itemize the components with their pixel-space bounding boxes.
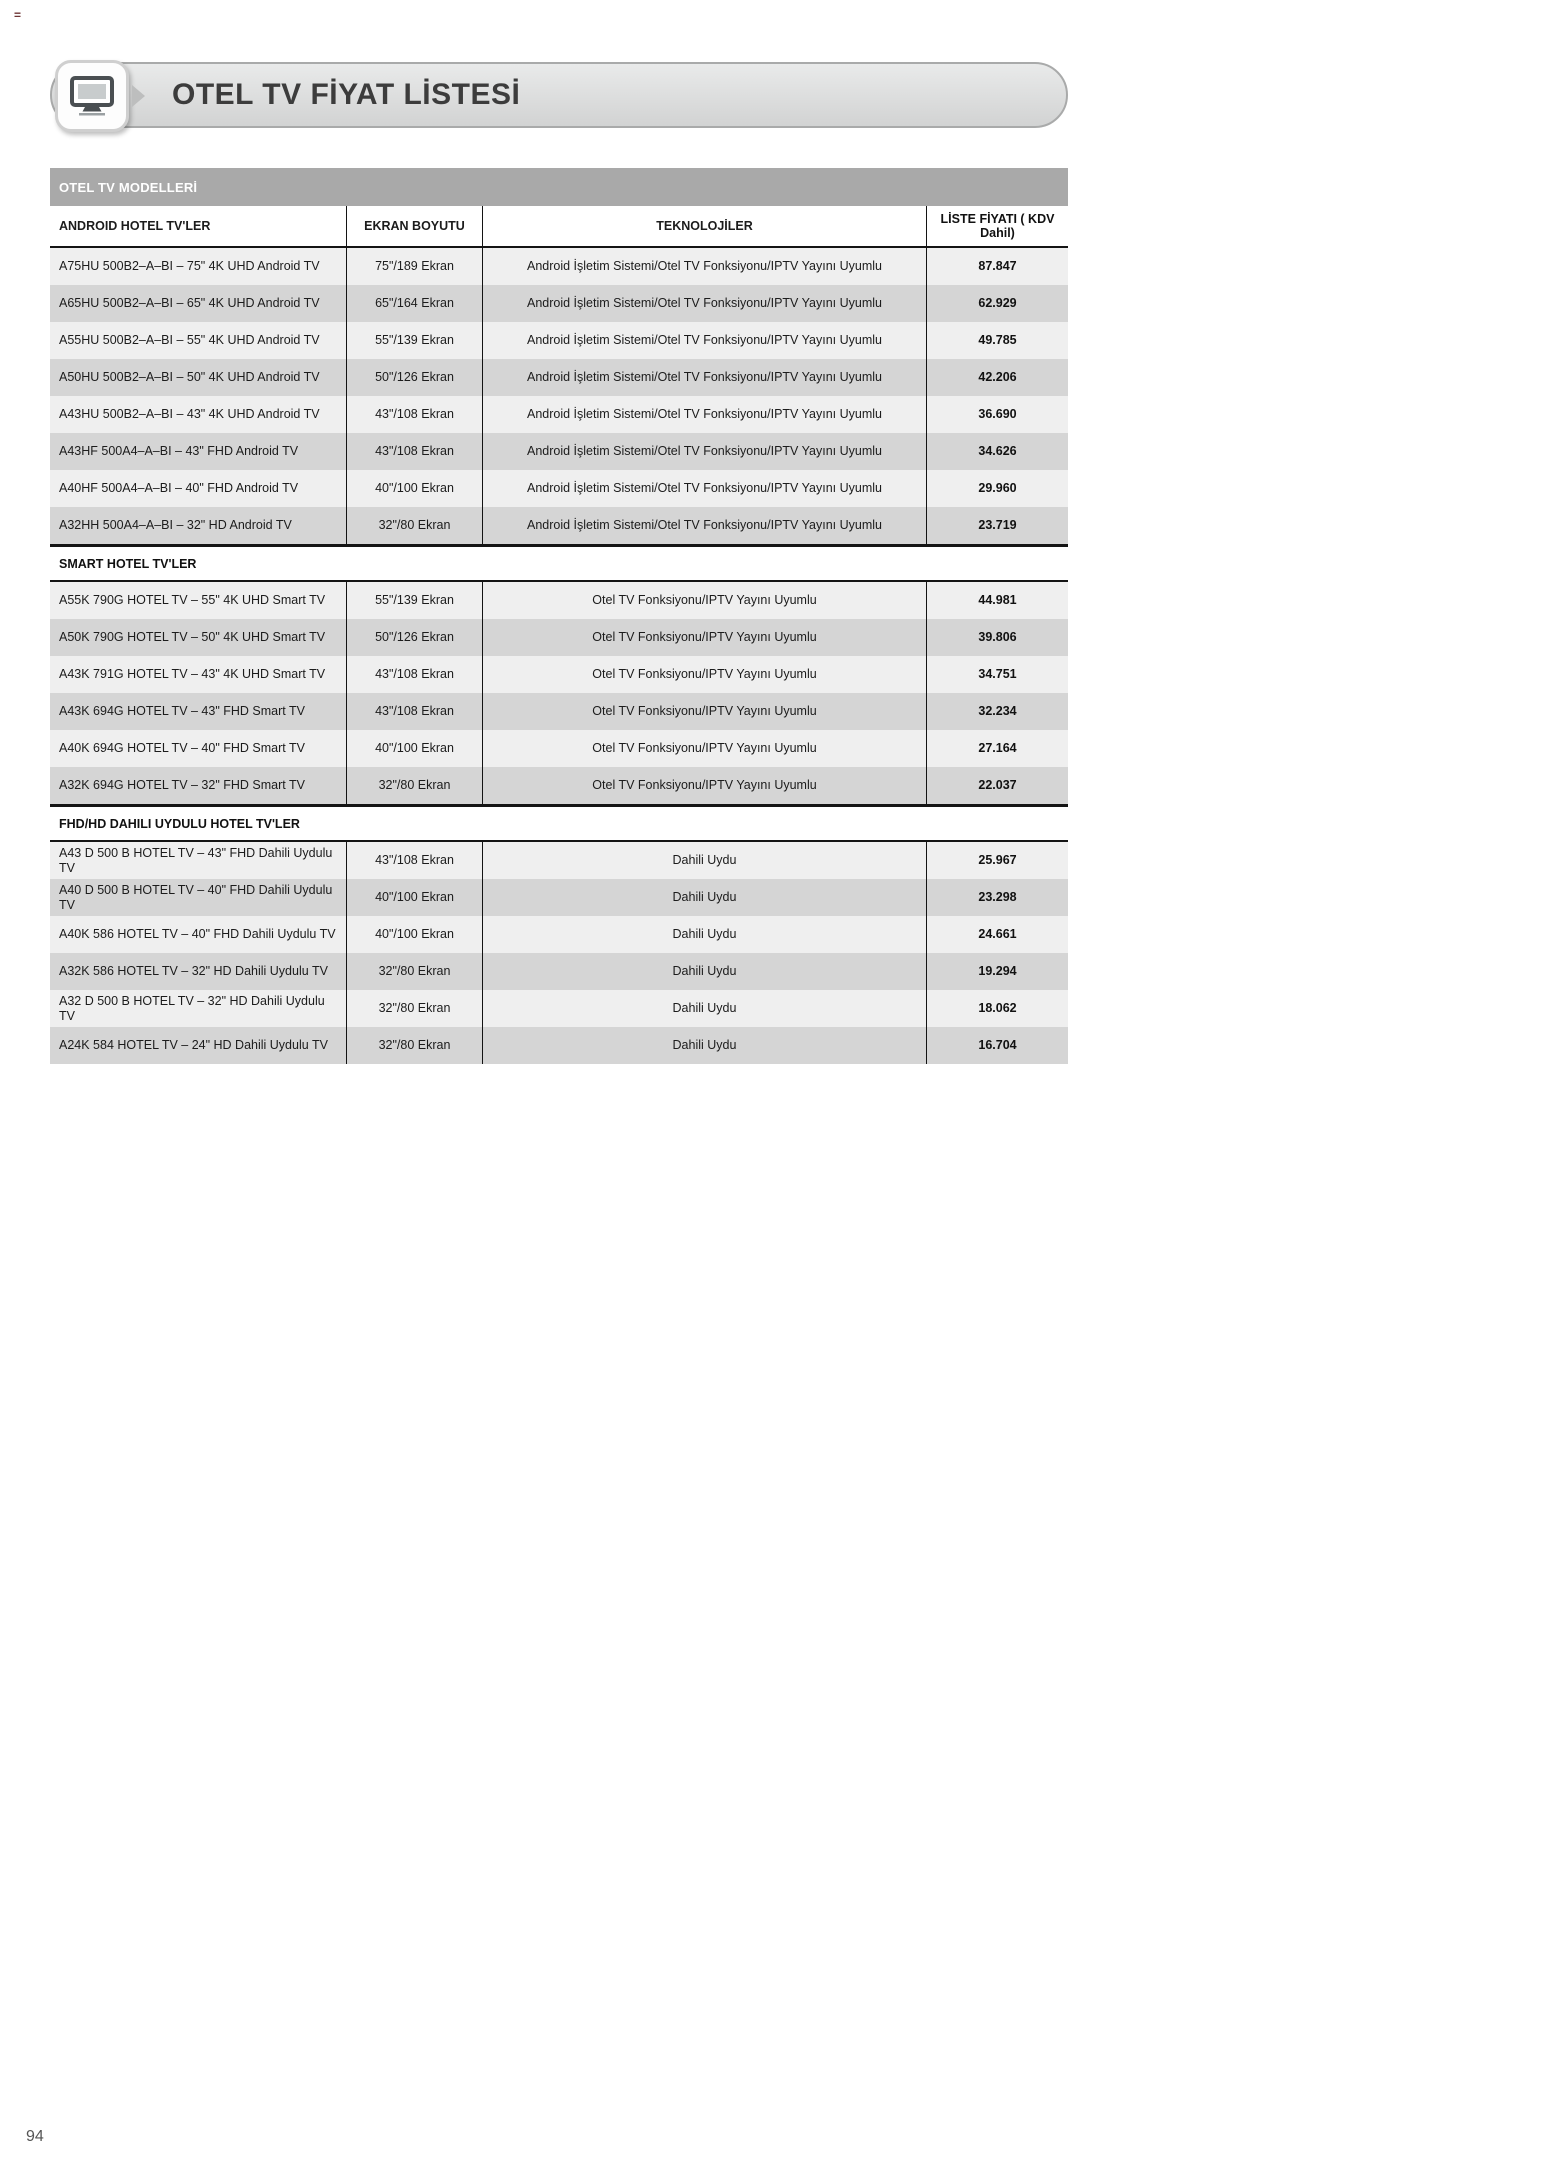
screen-size-cell: 43"/108 Ekran	[347, 433, 483, 470]
table-row	[50, 285, 1068, 322]
table-row	[50, 767, 1068, 804]
price-cell: 34.626	[978, 444, 1017, 459]
tv-glyph	[69, 75, 115, 117]
page-number: 94	[26, 2128, 44, 2145]
table-row	[50, 879, 1068, 916]
table-row	[50, 1027, 1068, 1064]
screen-size-cell: 55"/139 Ekran	[347, 322, 483, 359]
price-cell: 19.294	[978, 964, 1017, 979]
column-header-price: LİSTE FİYATI ( KDV Dahil)	[940, 211, 1055, 240]
technology-cell: Dahili Uydu	[483, 916, 927, 953]
price-cell: 39.806	[978, 630, 1017, 645]
screen-size-cell: 50"/126 Ekran	[347, 359, 483, 396]
screen-size-cell: 43"/108 Ekran	[347, 396, 483, 433]
table-row	[50, 396, 1068, 433]
section-header: SMART HOTEL TV'LER	[50, 544, 1068, 582]
tv-icon	[55, 60, 129, 132]
model-cell: A40 D 500 B HOTEL TV – 40" FHD Dahili Uydulu TV	[50, 879, 347, 916]
technology-cell: Otel TV Fonksiyonu/IPTV Yayını Uyumlu	[483, 656, 927, 693]
column-header-model: ANDROID HOTEL TV'LER	[50, 206, 347, 246]
price-cell: 34.751	[978, 667, 1017, 682]
table-row	[50, 656, 1068, 693]
table-row	[50, 916, 1068, 953]
screen-size-cell: 40"/100 Ekran	[347, 916, 483, 953]
price-cell: 44.981	[978, 593, 1017, 608]
model-cell: A43K 694G HOTEL TV – 43" FHD Smart TV	[50, 693, 347, 730]
column-header-tech: TEKNOLOJİLER	[483, 206, 927, 246]
price-cell: 32.234	[978, 704, 1017, 719]
screen-size-cell: 32"/80 Ekran	[347, 507, 483, 544]
table-row	[50, 693, 1068, 730]
screen-size-cell: 32"/80 Ekran	[347, 990, 483, 1027]
technology-cell: Dahili Uydu	[483, 842, 927, 879]
screen-size-cell: 55"/139 Ekran	[347, 582, 483, 619]
screen-size-cell: 40"/100 Ekran	[347, 470, 483, 507]
model-cell: A43HF 500A4–A–BI – 43" FHD Android TV	[50, 433, 347, 470]
model-cell: A24K 584 HOTEL TV – 24" HD Dahili Uydulu TV	[50, 1027, 347, 1064]
technology-cell: Android İşletim Sistemi/Otel TV Fonksiyonu/IPTV Yayını Uyumlu	[483, 507, 927, 544]
table-row	[50, 470, 1068, 507]
table-row	[50, 322, 1068, 359]
table-row	[50, 990, 1068, 1027]
model-cell: A43HU 500B2–A–BI – 43" 4K UHD Android TV	[50, 396, 347, 433]
price-cell: 87.847	[978, 259, 1017, 274]
model-cell: A32HH 500A4–A–BI – 32" HD Android TV	[50, 507, 347, 544]
model-cell: A55K 790G HOTEL TV – 55" 4K UHD Smart TV	[50, 582, 347, 619]
price-cell: 25.967	[978, 853, 1017, 868]
table-row	[50, 730, 1068, 767]
page-title: OTEL TV FİYAT LİSTESİ	[172, 78, 521, 111]
technology-cell: Otel TV Fonksiyonu/IPTV Yayını Uyumlu	[483, 619, 927, 656]
price-cell: 23.298	[978, 890, 1017, 905]
screen-size-cell: 75"/189 Ekran	[347, 248, 483, 285]
technology-cell: Otel TV Fonksiyonu/IPTV Yayını Uyumlu	[483, 693, 927, 730]
technology-cell: Android İşletim Sistemi/Otel TV Fonksiyonu/IPTV Yayını Uyumlu	[483, 248, 927, 285]
technology-cell: Dahili Uydu	[483, 953, 927, 990]
technology-cell: Android İşletim Sistemi/Otel TV Fonksiyonu/IPTV Yayını Uyumlu	[483, 470, 927, 507]
technology-cell: Otel TV Fonksiyonu/IPTV Yayını Uyumlu	[483, 767, 927, 804]
price-table	[50, 168, 1068, 1064]
table-row	[50, 842, 1068, 879]
price-cell: 22.037	[978, 778, 1017, 793]
price-cell: 16.704	[978, 1038, 1017, 1053]
table-row	[50, 953, 1068, 990]
model-cell: A32 D 500 B HOTEL TV – 32" HD Dahili Uydulu TV	[50, 990, 347, 1027]
table-row	[50, 619, 1068, 656]
technology-cell: Otel TV Fonksiyonu/IPTV Yayını Uyumlu	[483, 582, 927, 619]
table-row	[50, 582, 1068, 619]
technology-cell: Android İşletim Sistemi/Otel TV Fonksiyonu/IPTV Yayını Uyumlu	[483, 396, 927, 433]
model-cell: A43K 791G HOTEL TV – 43" 4K UHD Smart TV	[50, 656, 347, 693]
technology-cell: Android İşletim Sistemi/Otel TV Fonksiyonu/IPTV Yayını Uyumlu	[483, 322, 927, 359]
table-row	[50, 248, 1068, 285]
model-cell: A55HU 500B2–A–BI – 55" 4K UHD Android TV	[50, 322, 347, 359]
model-cell: A32K 694G HOTEL TV – 32" FHD Smart TV	[50, 767, 347, 804]
model-cell: A40HF 500A4–A–BI – 40" FHD Android TV	[50, 470, 347, 507]
screen-size-cell: 32"/80 Ekran	[347, 767, 483, 804]
model-cell: A40K 694G HOTEL TV – 40" FHD Smart TV	[50, 730, 347, 767]
screen-size-cell: 43"/108 Ekran	[347, 656, 483, 693]
price-cell: 42.206	[978, 370, 1017, 385]
model-cell: A75HU 500B2–A–BI – 75" 4K UHD Android TV	[50, 248, 347, 285]
screen-size-cell: 50"/126 Ekran	[347, 619, 483, 656]
price-table-body	[50, 248, 1068, 1064]
model-cell: A50K 790G HOTEL TV – 50" 4K UHD Smart TV	[50, 619, 347, 656]
price-cell: 62.929	[978, 296, 1017, 311]
model-cell: A32K 586 HOTEL TV – 32" HD Dahili Uydulu TV	[50, 953, 347, 990]
technology-cell: Otel TV Fonksiyonu/IPTV Yayını Uyumlu	[483, 730, 927, 767]
section-header: FHD/HD DAHILI UYDULU HOTEL TV'LER	[50, 804, 1068, 842]
screen-size-cell: 43"/108 Ekran	[347, 842, 483, 879]
technology-cell: Android İşletim Sistemi/Otel TV Fonksiyonu/IPTV Yayını Uyumlu	[483, 359, 927, 396]
model-cell: A40K 586 HOTEL TV – 40" FHD Dahili Uydulu TV	[50, 916, 347, 953]
screen-size-cell: 43"/108 Ekran	[347, 693, 483, 730]
technology-cell: Dahili Uydu	[483, 879, 927, 916]
technology-cell: Android İşletim Sistemi/Otel TV Fonksiyonu/IPTV Yayını Uyumlu	[483, 433, 927, 470]
arrow-right-icon	[132, 85, 145, 107]
screen-size-cell: 32"/80 Ekran	[347, 1027, 483, 1064]
price-cell: 49.785	[978, 333, 1017, 348]
technology-cell: Dahili Uydu	[483, 990, 927, 1027]
screen-size-cell: 40"/100 Ekran	[347, 730, 483, 767]
price-cell: 23.719	[978, 518, 1017, 533]
price-cell: 27.164	[978, 741, 1017, 756]
model-cell: A50HU 500B2–A–BI – 50" 4K UHD Android TV	[50, 359, 347, 396]
screen-size-cell: 32"/80 Ekran	[347, 953, 483, 990]
column-header-screen: EKRAN BOYUTU	[347, 206, 483, 246]
price-cell: 36.690	[978, 407, 1017, 422]
price-cell: 18.062	[978, 1001, 1017, 1016]
model-cell: A65HU 500B2–A–BI – 65" 4K UHD Android TV	[50, 285, 347, 322]
header-banner	[50, 62, 1068, 128]
table-title: OTEL TV MODELLERİ	[50, 168, 1068, 206]
technology-cell: Android İşletim Sistemi/Otel TV Fonksiyonu/IPTV Yayını Uyumlu	[483, 285, 927, 322]
technology-cell: Dahili Uydu	[483, 1027, 927, 1064]
table-row	[50, 433, 1068, 470]
price-cell: 24.661	[978, 927, 1017, 942]
top-corner-mark: =	[14, 8, 22, 22]
table-row	[50, 359, 1068, 396]
screen-size-cell: 40"/100 Ekran	[347, 879, 483, 916]
screen-size-cell: 65"/164 Ekran	[347, 285, 483, 322]
model-cell: A43 D 500 B HOTEL TV – 43" FHD Dahili Uydulu TV	[50, 842, 347, 879]
price-cell: 29.960	[978, 481, 1017, 496]
table-column-header	[50, 206, 1068, 248]
table-row	[50, 507, 1068, 544]
